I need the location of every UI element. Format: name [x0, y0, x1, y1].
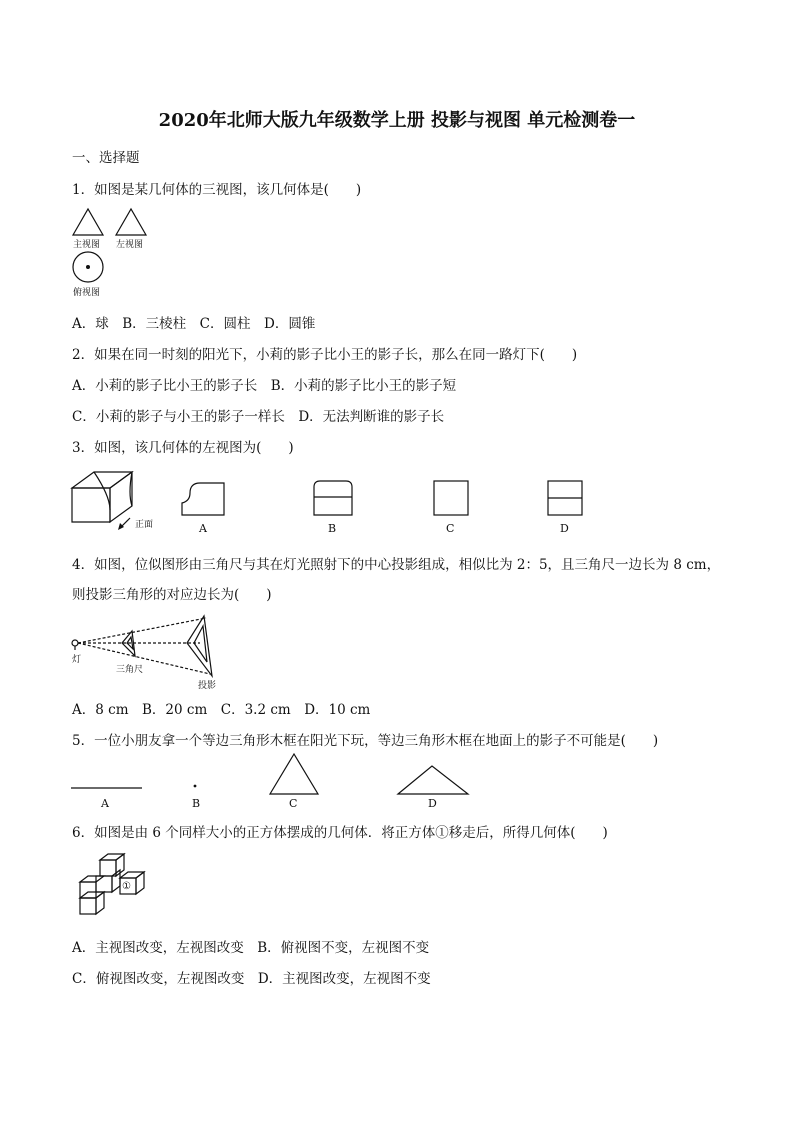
- q1-left-view-figure: [115, 207, 149, 237]
- q6-options-line2: C．俯视图改变，左视图改变 D．主视图改变，左视图不变: [72, 971, 431, 987]
- q6-cubes-figure: [70, 852, 152, 922]
- q5-option-a-figure: [70, 785, 144, 791]
- q4-projection-figure: [68, 610, 218, 690]
- q5-stem: 5．一位小朋友拿一个等边三角形木框在阳光下玩，等边三角形木框在地面上的影子不可能是( ): [72, 733, 659, 749]
- q4-ruler-label: 三角尺: [116, 665, 144, 675]
- q3-option-b-figure: [312, 479, 356, 517]
- q6-cube-mark: ①: [122, 881, 131, 892]
- q2-options-line1: A．小莉的影子比小王的影子长 B．小莉的影子比小王的影子短: [72, 378, 457, 394]
- q2-stem: 2．如果在同一时刻的阳光下，小莉的影子比小王的影子长，那么在同一路灯下( ): [72, 347, 578, 363]
- q5-option-b-label: B: [192, 797, 201, 810]
- q6-stem: 6．如图是由 6 个同样大小的正方体摆成的几何体．将正方体①移走后，所得几何体( ): [72, 825, 608, 841]
- q5-option-c-label: C: [289, 797, 298, 810]
- q3-stem: 3．如图，该几何体的左视图为( ): [72, 440, 294, 456]
- q1-front-view-figure: [72, 207, 106, 237]
- q3-option-d-label: D: [560, 522, 569, 535]
- q1-top-view-figure: [72, 250, 106, 284]
- q3-solid-figure: [70, 466, 140, 536]
- q2-options-line2: C．小莉的影子与小王的影子一样长 D．无法判断谁的影子长: [72, 409, 445, 425]
- q4-options: A．8 cm B．20 cm C．3.2 cm D．10 cm: [72, 702, 371, 718]
- q4-stem-line2: 则投影三角形的对应边长为( ): [72, 587, 272, 603]
- q4-stem-line1: 4．如图，位似图形由三角尺与其在灯光照射下的中心投影组成，相似比为 2：5，且三角尺一边长为 8 cm，: [72, 557, 721, 573]
- page-title: 2020年北师大版九年级数学上册 投影与视图 单元检测卷一: [158, 110, 636, 131]
- q5-option-c-figure: [268, 752, 320, 796]
- q3-option-d-figure: [546, 479, 584, 517]
- q3-option-a-label: A: [199, 522, 207, 535]
- q1-front-view-label: 主视图: [73, 240, 101, 250]
- q5-option-a-label: A: [101, 797, 109, 810]
- q5-option-d-figure: [396, 764, 470, 796]
- q1-options: A．球 B．三棱柱 C．圆柱 D．圆锥: [72, 316, 316, 332]
- q4-lamp-label: 灯: [72, 655, 82, 665]
- q3-option-c-label: C: [446, 522, 455, 535]
- q5-option-b-figure: [192, 783, 198, 789]
- section-heading: 一、选择题: [72, 150, 140, 166]
- q3-option-c-figure: [432, 479, 470, 517]
- q3-option-b-label: B: [328, 522, 337, 535]
- q1-top-view-label: 俯视图: [73, 288, 101, 298]
- q4-shadow-label: 投影: [198, 681, 217, 691]
- q3-front-label: 正面: [135, 520, 154, 530]
- q1-stem: 1．如图是某几何体的三视图，该几何体是( ): [72, 182, 362, 198]
- q3-option-a-figure: [180, 481, 228, 517]
- q1-left-view-label: 左视图: [116, 240, 144, 250]
- q5-option-d-label: D: [428, 797, 437, 810]
- q6-options-line1: A．主视图改变，左视图改变 B．俯视图不变，左视图不变: [72, 940, 430, 956]
